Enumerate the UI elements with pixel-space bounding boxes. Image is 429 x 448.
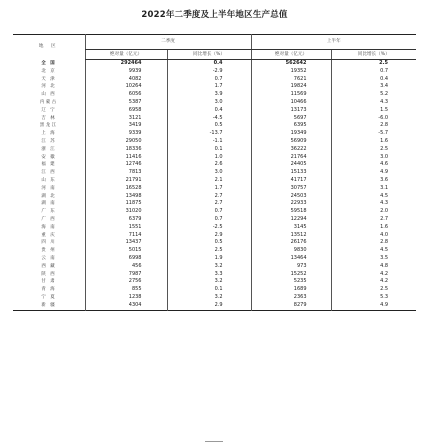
h1-value-cell: 15252 xyxy=(251,271,331,279)
h1-value-cell: 30757 xyxy=(251,185,331,193)
table-row xyxy=(13,278,416,286)
h1-growth-cell: 1.5 xyxy=(331,107,416,115)
region-cell: 内蒙古 xyxy=(39,99,58,105)
region-cell: 广 西 xyxy=(41,216,57,222)
q2-growth-cell: -1.1 xyxy=(167,138,251,146)
region-cell: 河 南 xyxy=(41,185,57,191)
q2-growth-cell: 0.1 xyxy=(167,286,251,294)
h1-value-cell: 562642 xyxy=(251,60,331,68)
h1-value-cell: 5697 xyxy=(251,115,331,123)
q2-growth-cell: 2.9 xyxy=(167,302,251,310)
h1-growth-cell: -5.7 xyxy=(331,130,416,138)
q2-value-cell: 21791 xyxy=(85,177,167,185)
q2-value-cell: 292464 xyxy=(85,60,167,68)
h1-growth-cell: 5.3 xyxy=(331,294,416,302)
q2-growth-cell: 2.7 xyxy=(167,193,251,201)
q2-value-cell: 5387 xyxy=(85,99,167,107)
table-row xyxy=(13,193,416,201)
q2-growth-cell: 0.5 xyxy=(167,239,251,247)
table-row xyxy=(13,271,416,279)
table-row xyxy=(13,200,416,208)
table-row xyxy=(13,247,416,255)
table-row xyxy=(13,185,416,193)
h1-growth-cell: 4.2 xyxy=(331,271,416,279)
q2-value-cell: 6379 xyxy=(85,216,167,224)
q2-value-cell: 7813 xyxy=(85,169,167,177)
q2-value-cell: 11416 xyxy=(85,154,167,162)
table-row xyxy=(13,263,416,271)
q2-growth-cell: 3.2 xyxy=(167,294,251,302)
q2-group-header: 二季度 xyxy=(85,35,251,50)
h1-growth-cell: 1.6 xyxy=(331,138,416,146)
region-cell: 黑龙江 xyxy=(39,123,58,129)
h1-growth-cell: 4.6 xyxy=(331,161,416,169)
q2-value-cell: 6056 xyxy=(85,91,167,99)
h1-growth-cell: 3.1 xyxy=(331,185,416,193)
h1-value-cell: 8279 xyxy=(251,302,331,310)
table-row xyxy=(13,224,416,232)
h1-growth-cell: 4.5 xyxy=(331,193,416,201)
table-row xyxy=(13,208,416,216)
region-cell: 江 西 xyxy=(41,170,57,176)
h1-growth-cell: 4.8 xyxy=(331,263,416,271)
q2-value-cell: 9339 xyxy=(85,130,167,138)
q2-growth-cell: -13.7 xyxy=(167,130,251,138)
q2-growth-cell: 3.0 xyxy=(167,169,251,177)
h1-value-cell: 15133 xyxy=(251,169,331,177)
q2-growth-cell: 3.2 xyxy=(167,263,251,271)
h1-value-cell: 59518 xyxy=(251,208,331,216)
q2-growth-cell: 0.7 xyxy=(167,216,251,224)
region-cell: 全 国 xyxy=(41,60,57,66)
q2-value-cell: 3419 xyxy=(85,122,167,130)
table-row xyxy=(13,115,416,123)
region-cell: 湖 北 xyxy=(41,193,57,199)
q2-growth-cell: 0.5 xyxy=(167,122,251,130)
q2-value-cell: 2756 xyxy=(85,278,167,286)
table-row xyxy=(13,91,416,99)
table-row xyxy=(13,239,416,247)
table-row xyxy=(13,161,416,169)
h1-growth-cell: 3.6 xyxy=(331,177,416,185)
region-cell: 新 疆 xyxy=(41,302,57,308)
region-cell: 福 建 xyxy=(41,162,57,168)
h1-growth-cell: 4.3 xyxy=(331,99,416,107)
region-cell: 广 东 xyxy=(41,209,57,215)
table-row xyxy=(13,302,416,310)
q2-value-cell: 3121 xyxy=(85,115,167,123)
h1-growth-cell: 5.2 xyxy=(331,91,416,99)
region-cell: 云 南 xyxy=(41,255,57,261)
h1-value-cell: 2363 xyxy=(251,294,331,302)
q2-growth-cell: -4.5 xyxy=(167,115,251,123)
q2-growth-cell: 2.6 xyxy=(167,161,251,169)
q2-growth-cell: 1.7 xyxy=(167,83,251,91)
q2-value-cell: 18336 xyxy=(85,146,167,154)
h1-value-cell: 11569 xyxy=(251,91,331,99)
q2-value-header: 绝对量（亿元） xyxy=(85,50,167,60)
table-row xyxy=(13,76,416,84)
region-cell: 安 徽 xyxy=(41,154,57,160)
region-header: 地 区 xyxy=(38,44,59,50)
q2-value-cell: 1238 xyxy=(85,294,167,302)
region-cell: 重 庆 xyxy=(41,232,57,238)
q2-value-cell: 6958 xyxy=(85,107,167,115)
table-row xyxy=(13,107,416,115)
h1-value-cell: 10466 xyxy=(251,99,331,107)
h1-value-cell: 26176 xyxy=(251,239,331,247)
h1-value-cell: 24405 xyxy=(251,161,331,169)
region-cell: 辽 宁 xyxy=(41,107,57,113)
region-cell: 吉 林 xyxy=(41,115,57,121)
region-cell: 青 海 xyxy=(41,287,57,293)
table-row xyxy=(13,130,416,138)
h1-growth-cell: 2.5 xyxy=(331,286,416,294)
h1-value-cell: 21764 xyxy=(251,154,331,162)
q2-value-cell: 12746 xyxy=(85,161,167,169)
q2-growth-cell: 3.0 xyxy=(167,99,251,107)
document-title: 2022年二季度及上半年地区生产总值 xyxy=(141,10,288,20)
h1-value-cell: 13464 xyxy=(251,255,331,263)
q2-growth-header: 同比增长（%） xyxy=(167,50,251,60)
q2-growth-cell: 1.9 xyxy=(167,255,251,263)
q2-value-cell: 456 xyxy=(85,263,167,271)
q2-growth-cell: 3.9 xyxy=(167,91,251,99)
table-row xyxy=(13,68,416,76)
q2-value-cell: 5015 xyxy=(85,247,167,255)
q2-growth-cell: 2.7 xyxy=(167,200,251,208)
h1-growth-cell: 2.7 xyxy=(331,216,416,224)
q2-value-cell: 4082 xyxy=(85,76,167,84)
region-cell: 湖 南 xyxy=(41,201,57,207)
region-cell: 陕 西 xyxy=(41,271,57,277)
q2-growth-cell: 2.5 xyxy=(167,247,251,255)
q2-value-cell: 1551 xyxy=(85,224,167,232)
q2-growth-cell: 0.4 xyxy=(167,60,251,68)
table-row xyxy=(13,255,416,263)
q2-value-cell: 16528 xyxy=(85,185,167,193)
q2-value-cell: 855 xyxy=(85,286,167,294)
region-cell: 宁 夏 xyxy=(41,294,57,300)
table-row xyxy=(13,122,416,130)
h1-value-cell: 24503 xyxy=(251,193,331,201)
q2-growth-cell: 0.7 xyxy=(167,208,251,216)
q2-growth-cell: 2.9 xyxy=(167,232,251,240)
h1-value-cell: 7621 xyxy=(251,76,331,84)
q2-growth-cell: 0.4 xyxy=(167,107,251,115)
h1-value-cell: 3145 xyxy=(251,224,331,232)
q2-value-cell: 29050 xyxy=(85,138,167,146)
h1-value-header: 绝对量（亿元） xyxy=(251,50,331,60)
region-cell: 上 海 xyxy=(41,131,57,137)
region-cell: 西 藏 xyxy=(41,263,57,269)
gdp-table xyxy=(13,34,416,311)
h1-growth-cell: 2.0 xyxy=(331,208,416,216)
h1-value-cell: 9830 xyxy=(251,247,331,255)
h1-growth-cell: 4.9 xyxy=(331,169,416,177)
q2-growth-cell: 2.1 xyxy=(167,177,251,185)
h1-value-cell: 1689 xyxy=(251,286,331,294)
q2-value-cell: 13437 xyxy=(85,239,167,247)
q2-growth-cell: -2.9 xyxy=(167,68,251,76)
region-cell: 北 京 xyxy=(41,68,57,74)
region-cell: 山 东 xyxy=(41,177,57,183)
page-number-rule xyxy=(205,441,223,442)
h1-value-cell: 56909 xyxy=(251,138,331,146)
table-row xyxy=(13,154,416,162)
gdp-table-container xyxy=(13,34,416,311)
q2-value-cell: 7114 xyxy=(85,232,167,240)
q2-growth-cell: 1.0 xyxy=(167,154,251,162)
q2-value-cell: 9939 xyxy=(85,68,167,76)
h1-value-cell: 19349 xyxy=(251,130,331,138)
h1-growth-cell: 1.6 xyxy=(331,224,416,232)
h1-growth-cell: 4.9 xyxy=(331,302,416,310)
region-cell: 天 津 xyxy=(41,76,57,82)
h1-value-cell: 5235 xyxy=(251,278,331,286)
region-cell: 海 南 xyxy=(41,224,57,230)
q2-value-cell: 7987 xyxy=(85,271,167,279)
table-row xyxy=(13,138,416,146)
table-row xyxy=(13,286,416,294)
region-cell: 河 北 xyxy=(41,84,57,90)
h1-value-cell: 12294 xyxy=(251,216,331,224)
h1-value-cell: 19352 xyxy=(251,68,331,76)
table-row xyxy=(13,216,416,224)
q2-value-cell: 6998 xyxy=(85,255,167,263)
h1-growth-cell: 0.7 xyxy=(331,68,416,76)
h1-value-cell: 6395 xyxy=(251,122,331,130)
table-row xyxy=(13,177,416,185)
h1-growth-cell: 4.3 xyxy=(331,200,416,208)
table-row xyxy=(13,99,416,107)
region-cell: 浙 江 xyxy=(41,146,57,152)
q2-growth-cell: -2.5 xyxy=(167,224,251,232)
region-cell: 江 苏 xyxy=(41,138,57,144)
h1-group-header: 上半年 xyxy=(251,35,416,50)
h1-growth-cell: 3.4 xyxy=(331,83,416,91)
h1-value-cell: 13173 xyxy=(251,107,331,115)
table-row xyxy=(13,83,416,91)
q2-value-cell: 4304 xyxy=(85,302,167,310)
region-cell: 甘 肃 xyxy=(41,279,57,285)
q2-value-cell: 10264 xyxy=(85,83,167,91)
table-row xyxy=(13,294,416,302)
h1-growth-cell: 3.5 xyxy=(331,255,416,263)
h1-value-cell: 36222 xyxy=(251,146,331,154)
q2-value-cell: 31020 xyxy=(85,208,167,216)
region-cell: 贵 州 xyxy=(41,248,57,254)
h1-growth-cell: 4.5 xyxy=(331,247,416,255)
q2-growth-cell: 3.3 xyxy=(167,271,251,279)
q2-value-cell: 11875 xyxy=(85,200,167,208)
h1-growth-cell: 4.2 xyxy=(331,278,416,286)
h1-growth-header: 同比增长（%） xyxy=(331,50,416,60)
h1-value-cell: 41717 xyxy=(251,177,331,185)
table-row-total xyxy=(13,60,416,68)
h1-growth-cell: 2.8 xyxy=(331,239,416,247)
q2-value-cell: 13498 xyxy=(85,193,167,201)
table-row xyxy=(13,146,416,154)
h1-growth-cell: 3.0 xyxy=(331,154,416,162)
q2-growth-cell: 3.2 xyxy=(167,278,251,286)
h1-value-cell: 22933 xyxy=(251,200,331,208)
region-cell: 山 西 xyxy=(41,92,57,98)
table-row xyxy=(13,169,416,177)
h1-growth-cell: 0.4 xyxy=(331,76,416,84)
table-body xyxy=(13,60,416,311)
h1-growth-cell: -6.0 xyxy=(331,115,416,123)
h1-value-cell: 13512 xyxy=(251,232,331,240)
q2-growth-cell: 1.7 xyxy=(167,185,251,193)
h1-growth-cell: 2.5 xyxy=(331,146,416,154)
h1-value-cell: 973 xyxy=(251,263,331,271)
h1-value-cell: 19824 xyxy=(251,83,331,91)
h1-growth-cell: 2.5 xyxy=(331,60,416,68)
q2-growth-cell: 0.7 xyxy=(167,76,251,84)
table-row xyxy=(13,232,416,240)
h1-growth-cell: 4.0 xyxy=(331,232,416,240)
h1-growth-cell: 2.8 xyxy=(331,122,416,130)
region-cell: 四 川 xyxy=(41,240,57,246)
q2-growth-cell: 0.1 xyxy=(167,146,251,154)
